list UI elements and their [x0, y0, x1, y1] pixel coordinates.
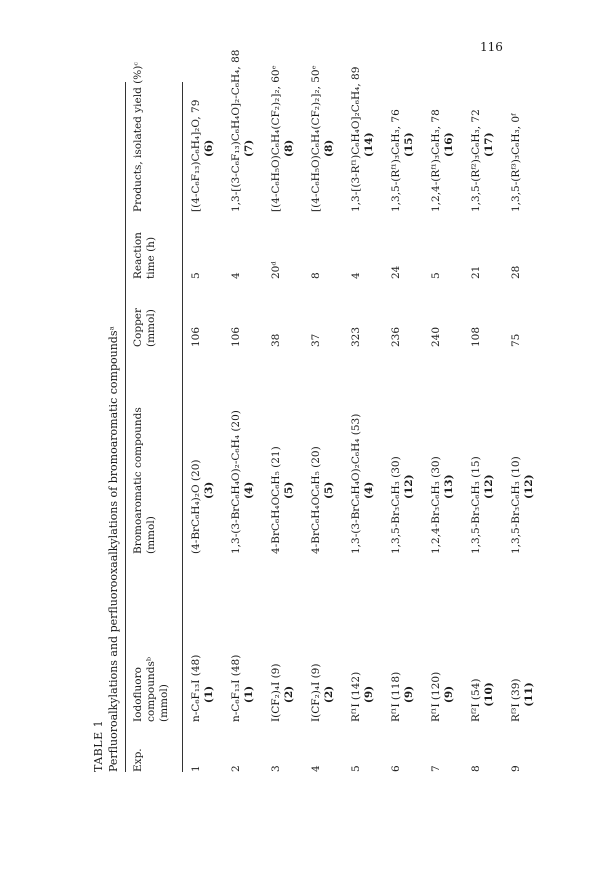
cell-iodo — [230, 562, 256, 722]
cell-time — [270, 219, 283, 279]
cell-copper-text: 38 — [270, 333, 282, 347]
header-time-line: time (h) — [145, 236, 157, 279]
cell-copper-text: 106 — [230, 326, 242, 347]
cell-bromo — [310, 354, 336, 554]
cell-product-text: (6) — [203, 139, 215, 157]
cell-bromo — [390, 354, 416, 554]
table-label: TABLE 1 — [92, 719, 105, 772]
cell-iodo-text: n-C₆F₁₃I (48) — [190, 654, 202, 722]
cell-iodo-text: (10) — [483, 682, 495, 707]
cell-product — [470, 0, 496, 212]
cell-iodo-text: (9) — [403, 685, 415, 704]
cell-exp — [310, 737, 323, 772]
cell-time-text: 4 — [230, 272, 242, 279]
cell-bromo-text: 1,3-(3-BrC₆H₄O)₂C₆H₄ (53) — [350, 413, 362, 554]
header-copper-line: (mmol) — [145, 309, 157, 347]
cell-copper — [270, 287, 283, 347]
cell-product-text: (8) — [323, 139, 335, 157]
cell-iodo-text: (9) — [443, 685, 455, 704]
cell-bromo-text: (12) — [403, 474, 415, 499]
cell-exp — [270, 737, 283, 772]
cell-iodo-text: (1) — [243, 685, 255, 704]
cell-exp-text: 4 — [310, 765, 322, 772]
cell-time-text: 8 — [310, 272, 322, 279]
cell-bromo-text: (5) — [323, 481, 335, 499]
cell-time — [310, 219, 323, 279]
cell-time — [390, 219, 403, 279]
header-products: Products, isolated yield (%)ᶜ — [132, 62, 144, 212]
header-iodo-line: (mmol) — [158, 684, 170, 722]
cell-iodo — [390, 562, 416, 722]
cell-iodo-text: (9) — [363, 685, 375, 704]
cell-exp-text: 7 — [430, 765, 442, 772]
cell-copper — [190, 287, 203, 347]
cell-iodo-text: Rᶠ¹I (118) — [390, 671, 402, 722]
cell-iodo-text: Rᶠ²I (54) — [470, 678, 482, 722]
cell-product — [430, 0, 456, 212]
cell-copper-text: 106 — [190, 326, 202, 347]
cell-bromo-text: 1,2,4-Br₃C₆H₃ (30) — [430, 456, 442, 554]
cell-exp-text: 5 — [350, 765, 362, 772]
cell-exp-text: 3 — [270, 765, 282, 772]
cell-iodo-text: Rᶠ³I (39) — [510, 678, 522, 722]
cell-copper-text: 108 — [470, 326, 482, 347]
cell-copper — [230, 287, 243, 347]
table-header-rule — [182, 82, 183, 772]
cell-iodo — [470, 562, 496, 722]
cell-iodo — [510, 562, 536, 722]
cell-iodo-text: n-C₆F₁₃I (48) — [230, 654, 242, 722]
cell-bromo — [350, 354, 376, 554]
header-time — [132, 219, 158, 279]
cell-bromo-text: (4) — [243, 481, 255, 499]
cell-time-text: 28 — [510, 265, 522, 279]
cell-exp-text: 1 — [190, 765, 202, 772]
cell-copper-text: 240 — [430, 326, 442, 347]
cell-iodo-text: I(CF₂)₄I (9) — [310, 663, 322, 722]
cell-iodo — [310, 562, 336, 722]
cell-bromo-text: (4) — [363, 481, 375, 499]
cell-bromo-text: 1,3,5-Br₃C₆H₃ (30) — [390, 456, 402, 554]
cell-product-text: 1,3,5-(Rᶠ²)₃C₆H₃, 72 — [470, 109, 482, 212]
cell-exp-text: 6 — [390, 765, 402, 772]
cell-bromo — [430, 354, 456, 554]
cell-iodo-text: Rᶠ¹I (120) — [430, 671, 442, 722]
cell-copper — [470, 287, 483, 347]
cell-exp — [510, 737, 523, 772]
cell-time-text: 4 — [350, 272, 362, 279]
cell-time — [430, 219, 443, 279]
cell-time-text: 5 — [190, 272, 202, 279]
cell-product-text: (8) — [283, 139, 295, 157]
cell-product — [390, 0, 416, 212]
cell-iodo-text: (2) — [283, 685, 295, 704]
cell-iodo-text: (2) — [323, 685, 335, 704]
cell-product-text: [(4-C₆H₅O)C₆H₄(CF₂)₂]₂, 60ᵉ — [270, 65, 282, 212]
cell-exp — [390, 737, 403, 772]
cell-product — [190, 0, 216, 212]
cell-product — [510, 0, 523, 212]
cell-product-text: 1,2,4-(Rᶠ¹)₃C₆H₃, 78 — [430, 109, 442, 212]
header-bromo-line: (mmol) — [145, 516, 157, 554]
cell-product-text: 1,3,5-(Rᶠ³)₃C₆H₃, 0ᶠ — [510, 113, 522, 212]
cell-product-text: (15) — [403, 132, 415, 157]
cell-product-text: (14) — [363, 132, 375, 157]
cell-copper — [310, 287, 323, 347]
cell-exp — [230, 737, 243, 772]
cell-bromo-text: 4-BrC₆H₄OC₆H₅ (20) — [310, 446, 322, 554]
cell-exp-text: 8 — [470, 765, 482, 772]
cell-product-text: [(4-C₆H₅O)C₆H₄(CF₂)₂]₂, 50ᵉ — [310, 65, 322, 212]
cell-time-text: 24 — [390, 265, 402, 279]
cell-time-text: 20ᵈ — [270, 261, 282, 279]
header-iodo — [132, 562, 171, 722]
cell-product-text: 1,3-[(3-Rᶠ¹)C₆H₄O]₂C₆H₄, 89 — [350, 66, 362, 212]
cell-bromo — [470, 354, 496, 554]
cell-iodo-text: I(CF₂)₄I (9) — [270, 663, 282, 722]
rotated-table-page — [92, 49, 535, 772]
cell-product — [230, 0, 256, 212]
cell-copper — [390, 287, 403, 347]
cell-bromo — [230, 354, 256, 554]
cell-product — [310, 0, 336, 212]
cell-product-text: (7) — [243, 139, 255, 157]
cell-copper — [350, 287, 363, 347]
cell-copper — [510, 287, 523, 347]
cell-copper-text: 323 — [350, 326, 362, 347]
cell-bromo-text: 1,3-(3-BrC₆H₄O)₂-C₆H₄ (20) — [230, 410, 242, 554]
cell-exp — [350, 737, 363, 772]
header-iodo-line: Iodofluoro — [132, 667, 144, 722]
cell-product-text: (17) — [483, 132, 495, 157]
header-bromo-line: Bromoaromatic compounds — [132, 407, 144, 554]
cell-exp — [190, 737, 203, 772]
cell-time — [230, 219, 243, 279]
cell-copper-text: 75 — [510, 333, 522, 347]
cell-copper-text: 236 — [390, 326, 402, 347]
cell-bromo-text: (5) — [283, 481, 295, 499]
cell-product-text: [(4-C₆F₁₃)C₆H₄]₂O, 79 — [190, 99, 202, 212]
cell-copper-text: 37 — [310, 333, 322, 347]
cell-time — [470, 219, 483, 279]
cell-product-text: 1,3-[(3-C₆F₁₃)C₆H₄O]₂-C₆H₄, 88 — [230, 49, 242, 212]
cell-iodo — [270, 562, 296, 722]
cell-bromo-text: (12) — [483, 474, 495, 499]
cell-bromo-text: (13) — [443, 474, 455, 499]
cell-bromo-text: (3) — [203, 481, 215, 499]
cell-exp-text: 2 — [230, 765, 242, 772]
header-time-line: Reaction — [132, 232, 144, 279]
cell-time — [510, 219, 523, 279]
cell-time-text: 5 — [430, 272, 442, 279]
cell-bromo — [510, 354, 536, 554]
header-copper — [132, 287, 158, 347]
cell-bromo-text: 1,3,5-Br₃C₆H₃ (15) — [470, 456, 482, 554]
cell-exp — [470, 737, 483, 772]
cell-bromo-text: 1,3,5-Br₃C₆H₃ (10) — [510, 456, 522, 554]
cell-bromo-text: (12) — [523, 474, 535, 499]
cell-product — [350, 0, 376, 212]
page-number: 116 — [480, 40, 503, 54]
cell-iodo — [430, 562, 456, 722]
header-copper-line: Copper — [132, 307, 144, 347]
header-exp: Exp. — [132, 748, 144, 772]
cell-bromo — [270, 354, 296, 554]
cell-iodo-text: (11) — [523, 682, 535, 707]
cell-time — [350, 219, 363, 279]
cell-product-text: (16) — [443, 132, 455, 157]
cell-exp-text: 9 — [510, 765, 522, 772]
cell-iodo-text: Rᶠ¹I (142) — [350, 671, 362, 722]
header-bromo — [132, 354, 158, 554]
cell-copper — [430, 287, 443, 347]
cell-bromo-text: (4-BrC₆H₄)₂O (20) — [190, 459, 202, 554]
cell-exp — [430, 737, 443, 772]
cell-iodo — [190, 562, 216, 722]
cell-bromo — [190, 354, 216, 554]
table-top-rule — [125, 82, 126, 772]
cell-iodo — [350, 562, 376, 722]
cell-bromo-text: 4-BrC₆H₄OC₆H₅ (21) — [270, 446, 282, 554]
cell-time-text: 21 — [470, 265, 482, 279]
cell-time — [190, 219, 203, 279]
header-iodo-line: compoundsᵇ — [145, 656, 157, 722]
cell-iodo-text: (1) — [203, 685, 215, 704]
table-caption: Perfluoroalkylations and perfluorooxaalkylations of bromoaromatic compoundsᵃ — [107, 326, 120, 772]
cell-product-text: 1,3,5-(Rᶠ¹)₃C₆H₃, 76 — [390, 109, 402, 212]
cell-product — [270, 0, 296, 212]
